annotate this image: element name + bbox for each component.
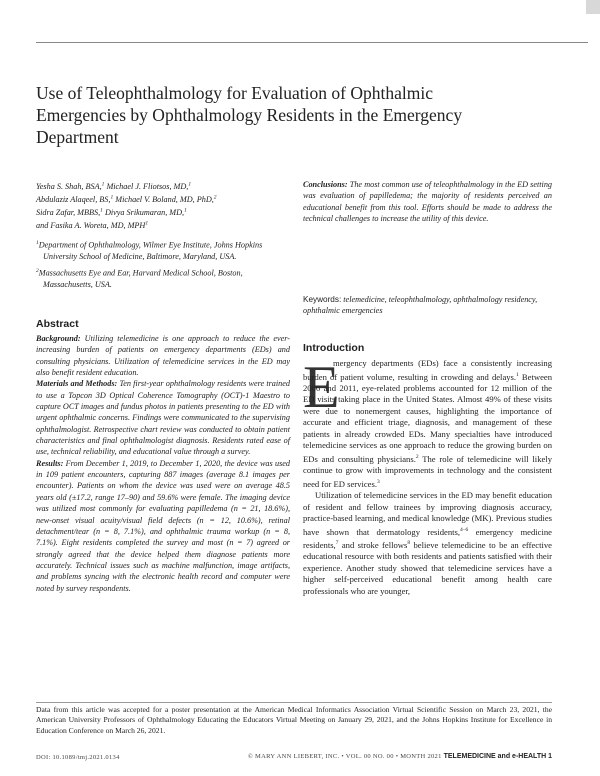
page-corner-decoration — [586, 0, 600, 14]
introduction-heading: Introduction — [303, 342, 365, 354]
article-title: Use of Teleophthalmology for Evaluation of Ophthalmic Emergencies by Ophthalmology Residents in the Emergency Department — [36, 83, 463, 147]
publisher-info: © MARY ANN LIEBERT, INC. • VOL. 00 NO. 00 • MONTH 2021 — [247, 753, 442, 760]
intro-paragraph: mergency departments (EDs) face a consistently increasing burden of patient volume, resulting in crowding and delays.$^1$ Between 2006 and 2011, eye-related problems accounted for 12 million of the ED visits taking place in the United States. Almost 49% of these visits were due to nonemergent causes, highlighting the importance of accurate and efficient triage, diagnosis, and management of these patients in already crowded EDs. Many specialties have introduced telemedicine services as one approach to reduce the growing burden on EDs and consulting physicians.$^2$ The role of telemedicine will likely continue to grow with improvements in technology and the consistent need for ED services.$^3$ — [303, 358, 553, 489]
introduction-body — [303, 354, 553, 597]
author: Sidra Zafar, MBBS,$^1$ — [36, 207, 103, 218]
drop-cap: E — [303, 354, 340, 420]
author: and Fasika A. Woreta, MD, MPH$^1$ — [36, 220, 149, 231]
affiliations — [36, 238, 286, 293]
footer-doi: DOI: 10.1089/tmj.2021.0134 — [36, 754, 120, 761]
footer-publisher — [248, 753, 552, 760]
keywords-text: telemedicine, teleophthalmology, ophthalmology residency, ophthalmic emergencies — [303, 295, 538, 316]
abstract-methods: Materials and Methods: Ten first-year ophthalmology residents were trained to use a Topcon 3D Optical Coherence Tomography (OCT)-1 Maestro to capture OCT images and fundus photos in patients presenting to the ED with urgent ophthalmic concerns. Findings were communicated to the supervising ophthalmologist. Retrospective chart review was conducted to obtain patient characteristics and final ophthalmologist diagnosis. Residents rated ease of use, technical reliability, and educational value through a survey. — [36, 379, 290, 457]
author: Divya Srikumaran, MD,$^1$ — [104, 207, 187, 218]
abstract-conclusions: Conclusions: The most common use of teleophthalmology in the ED setting was evaluation of papilledema; the majority of residents perceived an educational benefit from this tool. Efforts should be made to address the technical challenges to increase the utility of this device. — [303, 180, 553, 224]
abstract-results: Results: From December 1, 2019, to December 1, 2020, the device was used in 109 patient encounters, capturing 887 images (average 8.1 images per encounter). Patients on whom the device was used were on average 48.5 years old (±17.2, range 17–90) and 59.6% were female. The imaging device was utilized most commonly for evaluating papilledema (n = 21, 18.6%), new-onset visual acuity/visual field defects (n = 12, 10.6%), retinal detachment/tear (n = 8, 7.1%), and ophthalmic trauma workup (n = 8, 7.1%). Eight residents completed the survey and most (n = 7) agreed or strongly agreed that the device helped them diagnose patients more accurately. Technical issues such as machine malfunction, image artifacts, and problems syncing with the electronic health record and computer were noted by survey respondents. — [36, 458, 290, 593]
abstract-body — [36, 333, 290, 594]
author-list — [36, 179, 276, 232]
header-rule — [36, 42, 588, 43]
author: Abdulaziz Alaqeel, BS,$^1$ — [36, 194, 114, 204]
affiliation: $^2$Massachusetts Eye and Ear, Harvard Medical School, Boston, Massachusetts, USA. — [36, 267, 243, 289]
page-number: 1 — [548, 753, 552, 760]
keywords-label: Keywords: — [303, 295, 342, 304]
intro-paragraph: Utilization of telemedicine services in the ED may benefit education of resident and fellow trainees by improving diagnosis accuracy, practice-based learning, and medical knowledge (MK). Previous studies have shown that dermatology residents,$^{4-6}$ emergency medicine residents,$^7$ and stroke fellows$^8$ believe telemedicine to be an effective educational resource with both residents and patients satisfied with their experience. Another study showed that telemedicine services have a higher self-perceived educational benefit among health care professionals who are younger, — [303, 490, 552, 596]
keywords — [303, 294, 552, 317]
journal-name: TELEMEDICINE and e-HEALTH — [443, 753, 547, 760]
author: Yesha S. Shah, BSA,$^1$ — [36, 181, 105, 191]
author: Michael J. Fliotsos, MD,$^1$ — [106, 181, 192, 191]
abstract-conclusions-column — [303, 179, 552, 224]
author: Michael V. Boland, MD, PhD,$^2$ — [115, 194, 217, 204]
affiliation: $^1$Department of Ophthalmology, Wilmer Eye Institute, Johns Hopkins University School of Medicine, Baltimore, Maryland, USA. — [36, 240, 263, 262]
abstract-background: Background: Utilizing telemedicine is one approach to reduce the ever-increasing burden of patients on emergency departments (EDs) and consulting physicians. Utilization of telemedicine services in the ED may also benefit resident education. — [36, 334, 291, 378]
footnote: Data from this article was accepted for a poster presentation at the American Medical Informatics Association Virtual Scientific Session on March 23, 2021, the American University Professors of Ophthalmology Educating the Educators Virtual Meeting on January 29, 2021, and the Johns Hopkins Institute for Excellence in Education Conference on March 26, 2021. — [36, 705, 552, 735]
footnote-rule — [36, 702, 552, 703]
abstract-heading: Abstract — [36, 318, 79, 330]
